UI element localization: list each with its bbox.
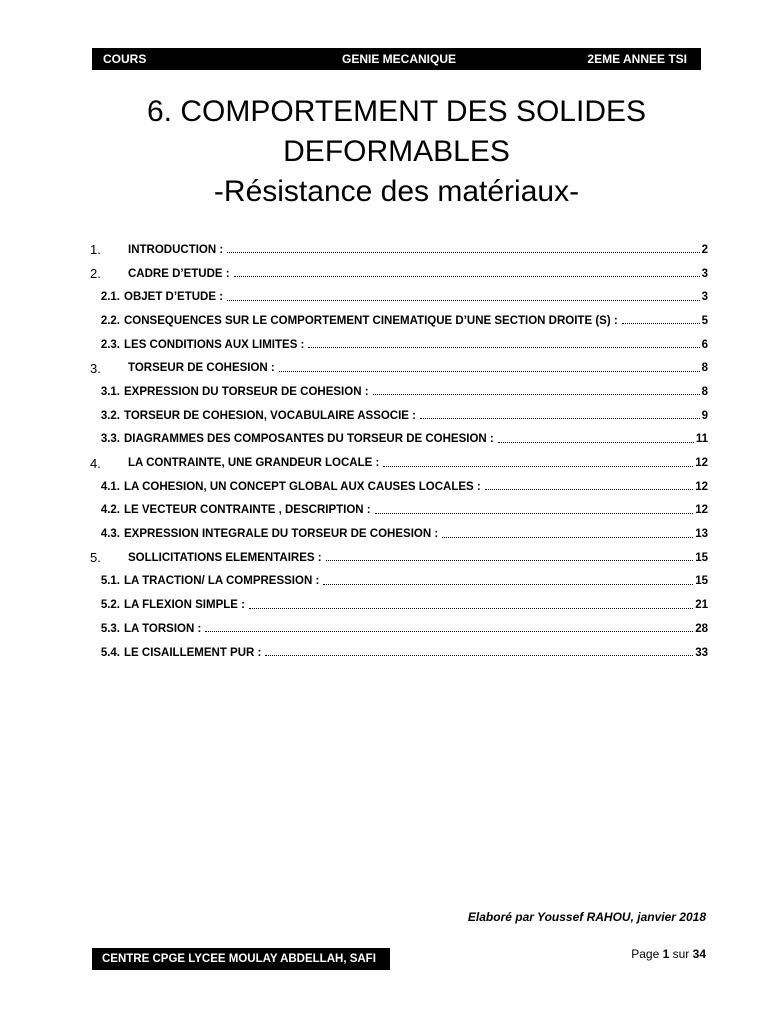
- toc-entry-label: LA FLEXION SIMPLE :: [124, 599, 245, 612]
- toc-entry[interactable]: [88, 404, 708, 428]
- header-year: 2EME ANNEE TSI: [587, 52, 687, 66]
- toc-entry[interactable]: [88, 570, 708, 594]
- toc-entry-label: DIAGRAMMES DES COMPOSANTES DU TORSEUR DE COHESION :: [124, 433, 494, 446]
- page-title-line-2: DEFORMABLES: [283, 135, 510, 168]
- toc-entry[interactable]: [88, 428, 708, 452]
- toc-entry-number: 3.: [90, 360, 101, 376]
- toc-entry-number: 5.4.: [100, 646, 120, 659]
- toc-dot-leader: [205, 631, 693, 632]
- toc-dot-leader: [308, 347, 699, 348]
- toc-entry-label: EXPRESSION DU TORSEUR DE COHESION :: [124, 385, 369, 398]
- toc-entry[interactable]: [88, 333, 708, 357]
- toc-entry-number: 4.3.: [100, 528, 120, 541]
- toc-entry-label: CADRE D’ETUDE :: [128, 267, 230, 280]
- toc-entry-page: 6: [701, 338, 708, 351]
- toc-entry-label: TORSEUR DE COHESION :: [128, 362, 275, 375]
- toc-dot-leader: [622, 323, 700, 324]
- page-total: 34: [692, 947, 706, 961]
- toc-entry[interactable]: [88, 309, 708, 333]
- toc-entry-page: 12: [695, 504, 708, 517]
- toc-entry[interactable]: [88, 641, 708, 665]
- toc-entry-label: LES CONDITIONS AUX LIMITES :: [124, 338, 305, 351]
- toc-dot-leader: [420, 418, 700, 419]
- toc-entry-number: 5.3.: [100, 622, 120, 635]
- toc-entry-page: 15: [695, 551, 708, 564]
- toc-entry[interactable]: [88, 522, 708, 546]
- author-credit: Elaboré par Youssef RAHOU, janvier 2018: [467, 910, 706, 924]
- toc-entry-label: CONSEQUENCES SUR LE COMPORTEMENT CINEMATIQUE D’UNE SECTION DROITE (S) :: [124, 314, 618, 327]
- toc-entry[interactable]: [88, 380, 708, 404]
- toc-dot-leader: [375, 513, 694, 514]
- toc-entry-page: 11: [695, 433, 708, 446]
- toc-entry-number: 4.1.: [100, 480, 120, 493]
- header-course-label: COURS: [103, 52, 147, 66]
- toc-entry-page: 8: [701, 362, 708, 375]
- toc-entry-label: OBJET D’ETUDE :: [124, 291, 224, 304]
- toc-entry[interactable]: [88, 546, 708, 570]
- toc-entry[interactable]: [88, 238, 708, 262]
- toc-entry-page: 15: [695, 575, 708, 588]
- toc-entry[interactable]: [88, 356, 708, 380]
- toc-entry-number: 2.1.: [100, 291, 120, 304]
- toc-entry-page: 13: [695, 528, 708, 541]
- toc-entry-number: 5.1.: [100, 575, 120, 588]
- page-title-line-1: 6. COMPORTEMENT DES SOLIDES: [147, 95, 646, 128]
- footer-school: CENTRE CPGE LYCEE MOULAY ABDELLAH, SAFI: [102, 953, 376, 965]
- toc-entry-label: INTRODUCTION :: [128, 243, 224, 256]
- header-subject: GENIE MECANIQUE: [342, 52, 457, 66]
- toc-entry-number: 2.2.: [100, 314, 120, 327]
- toc-dot-leader: [227, 300, 700, 301]
- toc-entry-number: 4.: [90, 455, 101, 471]
- toc-entry-label: LE VECTEUR CONTRAINTE , DESCRIPTION :: [124, 504, 371, 517]
- toc-entry-page: 28: [695, 622, 708, 635]
- toc-dot-leader: [265, 655, 693, 656]
- toc-entry-page: 5: [701, 314, 708, 327]
- toc-entry-label: EXPRESSION INTEGRALE DU TORSEUR DE COHESION :: [124, 528, 439, 541]
- toc-entry-number: 3.1.: [100, 385, 120, 398]
- header-bar: [92, 48, 701, 70]
- toc-entry[interactable]: [88, 262, 708, 286]
- toc-dot-leader: [326, 560, 694, 561]
- toc-entry-page: 12: [695, 457, 708, 470]
- toc-dot-leader: [485, 489, 693, 490]
- toc-entry-label: LA TRACTION/ LA COMPRESSION :: [124, 575, 320, 588]
- toc-entry-number: 1.: [90, 242, 101, 258]
- page-subtitle: -Résistance des matériaux-: [213, 175, 580, 208]
- toc-dot-leader: [249, 608, 693, 609]
- toc-entry-label: LA CONTRAINTE, UNE GRANDEUR LOCALE :: [128, 457, 380, 470]
- toc-entry-label: LA TORSION :: [124, 622, 202, 635]
- toc-entry[interactable]: [88, 499, 708, 523]
- footer-bar: [92, 948, 390, 970]
- toc-dot-leader: [234, 276, 700, 277]
- toc-entry-page: 3: [701, 267, 708, 280]
- toc-entry-label: LA COHESION, UN CONCEPT GLOBAL AUX CAUSES LOCALES :: [124, 480, 481, 493]
- toc-entry[interactable]: [88, 451, 708, 475]
- table-of-contents: [88, 238, 708, 664]
- toc-entry-number: 5.: [90, 550, 101, 566]
- toc-entry-number: 2.: [90, 266, 101, 282]
- toc-dot-leader: [383, 466, 693, 467]
- toc-dot-leader: [373, 394, 700, 395]
- toc-entry-page: 21: [695, 599, 708, 612]
- page-current: 1: [662, 947, 670, 961]
- toc-entry-number: 3.3.: [100, 433, 120, 446]
- toc-dot-leader: [279, 371, 700, 372]
- toc-entry-number: 5.2.: [100, 599, 120, 612]
- toc-entry[interactable]: [88, 285, 708, 309]
- toc-entry[interactable]: [88, 593, 708, 617]
- toc-entry-number: 2.3.: [100, 338, 120, 351]
- page-sep: sur: [672, 947, 690, 961]
- toc-dot-leader: [227, 252, 699, 253]
- toc-entry-label: TORSEUR DE COHESION, VOCABULAIRE ASSOCIE :: [124, 409, 417, 422]
- toc-dot-leader: [323, 584, 693, 585]
- toc-entry-page: 8: [701, 385, 708, 398]
- toc-entry-page: 9: [701, 409, 708, 422]
- page-number: [631, 947, 706, 961]
- toc-entry-page: 33: [695, 646, 708, 659]
- toc-entry[interactable]: [88, 617, 708, 641]
- toc-dot-leader: [498, 442, 694, 443]
- toc-entry-number: 4.2.: [100, 504, 120, 517]
- toc-entry-number: 3.2.: [100, 409, 120, 422]
- toc-entry-label: LE CISAILLEMENT PUR :: [124, 646, 262, 659]
- toc-entry[interactable]: [88, 475, 708, 499]
- toc-entry-page: 12: [695, 480, 708, 493]
- toc-entry-page: 2: [701, 243, 708, 256]
- toc-dot-leader: [442, 537, 693, 538]
- toc-entry-label: SOLLICITATIONS ELEMENTAIRES :: [128, 551, 322, 564]
- page-label: Page: [631, 947, 660, 961]
- toc-entry-page: 3: [701, 291, 708, 304]
